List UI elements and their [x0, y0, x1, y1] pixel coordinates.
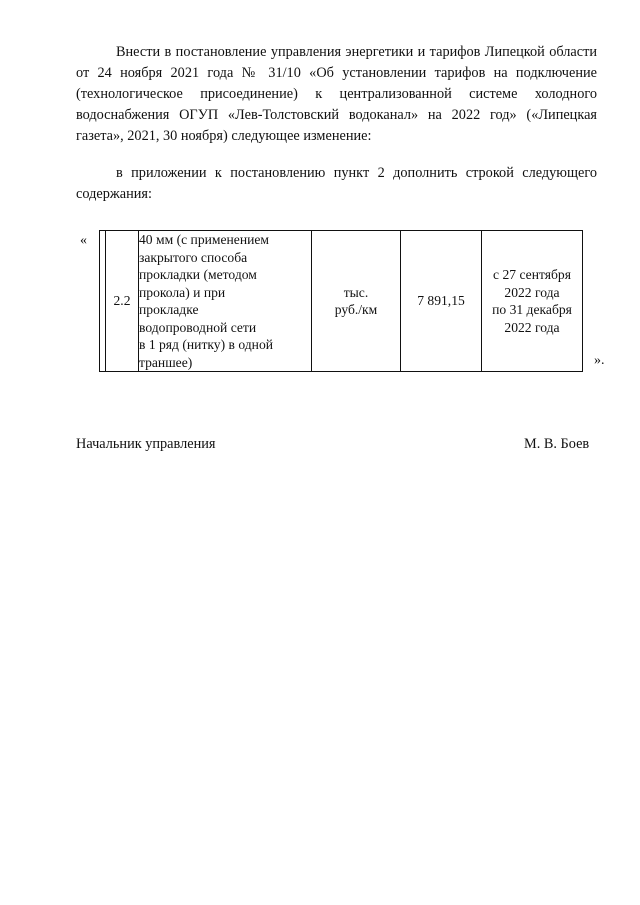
description-line: 40 мм (с применением: [139, 232, 270, 247]
table-cell-unit: [312, 231, 401, 372]
amendment-paragraph: Внести в постановление управления энергетики и тарифов Липецкой области от 24 ноября 2021 года № 31/10 «Об установлении тарифов на подключение (технологическое присоединение) к централизованной системе холодного водоснабжения ОГУП «Лев-Толстовский водоканал» на 2022 год» («Липецкая газета», 2021, 30 ноября) следующее изменение:: [76, 44, 597, 144]
unit-line: руб./км: [334, 302, 378, 317]
opening-quote: «: [80, 233, 87, 248]
description-line: закрытого способа: [139, 249, 248, 265]
description-line: водопроводной сети: [139, 319, 257, 335]
tariff-table: [99, 230, 583, 372]
description-line: прокладке: [139, 302, 199, 317]
description-line: траншее): [139, 354, 193, 370]
period-line: с 27 сентября: [493, 267, 571, 282]
signatory-name: М. В. Боев: [524, 436, 590, 452]
table-row: [100, 231, 583, 372]
period-line: 2022 года: [504, 319, 560, 335]
table-cell-value: 7 891,15: [401, 231, 482, 372]
period-line: 2022 года: [504, 284, 560, 300]
table-cell-number: 2.2: [106, 231, 139, 372]
appendix-paragraph: в приложении к постановлению пункт 2 дополнить строкой следующего содержания:: [76, 165, 597, 202]
description-line: в 1 ряд (нитку) в одной: [139, 337, 274, 352]
unit-line: тыс.: [343, 284, 369, 300]
description-line: прокладки (методом: [139, 267, 257, 282]
description-line: прокола) и при: [139, 284, 226, 300]
period-line: по 31 декабря: [492, 302, 572, 317]
signatory-position: Начальник управления: [76, 436, 216, 452]
table-cell-description: [139, 231, 312, 372]
closing-quote: ».: [594, 353, 605, 368]
table-cell-period: [482, 231, 583, 372]
